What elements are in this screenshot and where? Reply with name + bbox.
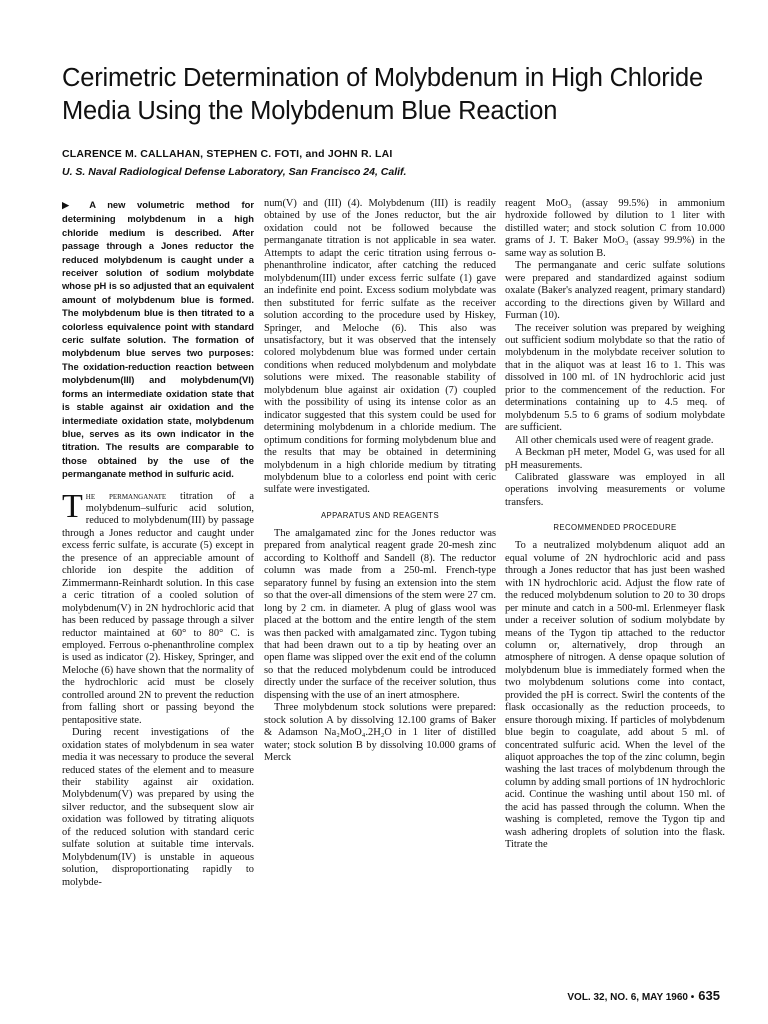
intro-paragraph-2: During recent investigations of the oxidation states of molybdenum in sea water media it was necessary to produce the several reduced states of the element and to measure their stability against air oxidation. Molybdenum(V) was prepared by using the silver reductor, and the subsequent slow air oxidation was followed by titrating aliquots of the reduced solution with standard ceric sulfate solution at suitable time intervals. Molybdenum(IV) is unstable in aqueous solution, disproportionating rapidly to molybde- bbox=[62, 727, 254, 888]
apparatus-paragraph-5: All other chemicals used were of reagent grade. bbox=[515, 434, 714, 446]
intro-lead: he permanganate bbox=[85, 490, 167, 502]
article-title: Cerimetric Determination of Molybdenum in High Chloride Media Using the Molybdenum Blue Reaction bbox=[62, 64, 703, 125]
abstract-marker-icon: ▶ bbox=[62, 200, 78, 210]
apparatus-paragraph-7: Calibrated glassware was employed in all operations involving measurements or volume transfers. bbox=[505, 471, 725, 508]
section-heading-procedure: RECOMMENDED PROCEDURE bbox=[553, 523, 677, 533]
apparatus-paragraph-4: The receiver solution was prepared by weighing out sufficient sodium molybdate so that the ratio of molybdenum in the molybdate receiver solution to that in the aliquot was at least 16 to 1. This was dissolved in 100 ml. of 1N hydrochloric acid just prior to the commencement of the reduction. For determinations containing up to 4.5 meq. of molybdenum 5.5 to 6 grams of sodium molybdate are sufficient. bbox=[505, 322, 725, 434]
apparatus-paragraph-6: A Beckman pH meter, Model G, was used for all pH measurements. bbox=[505, 447, 725, 471]
apparatus-paragraph-3: The permanganate and ceric sulfate solutions were prepared and standardized against sodium oxalate (Baker's analyzed reagent, primary standard) according to the directions given by Willard and Furman (10). bbox=[505, 260, 725, 322]
apparatus-paragraph-2-continued: reagent MoO₃ (assay 99.5%) in ammonium hydroxide followed by dilution to 1 liter with distilled water; and stock solution C from 10.000 grams of J. T. Baker MoO₃ (assay 99.9%) in the same way as solution B. bbox=[505, 198, 725, 259]
journal-citation: VOL. 32, NO. 6, MAY 1960 bbox=[567, 992, 688, 1003]
abstract-text: A new volumetric method for determining molybdenum in a high chloride medium is described. After passage through a Jones reductor the reduced molybdenum is caught under a receiver solution of sodium molybdate whose pH is so adjusted that an equivalent amount of molybdenum blue is formed. The molybdenum blue is then titrated to a colorless equivalence point with standard ceric sulfate solution. The formation of molybdenum blue serves two purposes: The oxidation-reduction reaction between molybdenum(III) and molybdenum(VI) forms an intermediate oxidation state that is stable against air oxidation and the intermediate oxidation state, molybdenum blue, serves as its own indicator in the titration. The results are comparable to those obtained by the use of the permanganate method in sulfuric acid. bbox=[62, 199, 254, 480]
column-3 bbox=[505, 198, 725, 852]
affiliation: U. S. Naval Radiological Defense Laboratory, San Francisco 24, Calif. bbox=[62, 166, 407, 178]
column-1 bbox=[62, 198, 254, 889]
section-heading-apparatus: APPARATUS AND REAGENTS bbox=[320, 510, 440, 520]
page-footer bbox=[520, 988, 720, 1003]
drop-cap: T bbox=[62, 487, 83, 525]
page-number: 635 bbox=[698, 988, 720, 1003]
procedure-paragraph-1: To a neutralized molybdenum aliquot add an equal volume of 2N hydrochloric acid and pass through a Jones reductor that has just been washed with 1N hydrochloric acid. Adjust the flow rate of the reduced molybdenum solution to 20 to 30 drops per minute and catch in a 500-ml. Erlenmeyer flask under a receiver solution of sodium molybdate by means of the Tygon tip attached to the reductor column or, alternatively, drop through an atmosphere of nitrogen. A dense opaque solution of molybdenum blue is immediately formed when the two molybdenum solutions come into contact, provided the pH is correct. Swirl the contents of the flask occasionally as the reduction proceeds, to ensure thorough mixing. If particles of molybdenum blue begin to coagulate, add about 5 ml. of concentrated sulfuric acid. When the level of the aliquot approaches the top of the zinc column, begin washing the last traces of molybdenum through the column by adding small portions of 1N hydrochloric acid. Continue the washing until about 150 ml. of the acid has passed through the column. When the washing is completed, remove the Tygon tip and wash adhering droplets of solution into the flask. Titrate the bbox=[505, 540, 725, 851]
intro-paragraph-2-continued: num(V) and (III) (4). Molybdenum (III) is readily obtained by use of the Jones reductor, but the air oxidation could not be followed because the permanganate titration is not applicable in sea water. Attempts to adapt the ceric titration using ferrous o-phenanthroline indicator, after catching the reduced molybdenum(III) under excess ferric sulfate (1) gave an indefinite end point. Excess sodium molybdate was then substituted for ferric sulfate as the receiver solution according to the procedure used by Hiskey, Springer, and Meloche (6). This also was unsatisfactory, but it was observed that the intensely colored molybdenum blue was formed under certain conditions when reduced molybdenum and molybdate solutions were mixed. The reasonable stability of molybdenum blue against air oxidation (7) coupled with the possibility of using its intense color as an indicator suggested that this system could be used for determining molybdenum in a chloride medium. The optimum conditions for forming molybdenum blue and the results that may be obtained in determining molybdenum in a high chloride medium by titrating molybdenum blue to a colorless end point with ceric sulfate were investigated. bbox=[264, 198, 496, 496]
author-list: CLARENCE M. CALLAHAN, STEPHEN C. FOTI, and JOHN R. LAI bbox=[62, 148, 393, 160]
apparatus-paragraph-1: The amalgamated zinc for the Jones reductor was prepared from analytical reagent grade 20-mesh zinc according to Kolthoff and Sandell (8). The reductor column was made from a 250-ml. French-type separatory funnel by fusing an extension into the stem so that the over-all dimensions of the stem were 27 cm. long by 2 cm. in diameter. A plug of glass wool was placed at the bottom and the entire length of the stem was then packed with amalgamated zinc. Tygon tubing that had been drawn out to a tip by heating over an open flame was slipped over the exit end of the column so that the reduced molybdenum could be introduced directly under the surface of the receiver solution, thus dispensing with the use of an inert atmosphere. bbox=[264, 527, 496, 701]
apparatus-paragraph-2: Three molybdenum stock solutions were prepared: stock solution A by dissolving 12.100 grams of Baker & Adamson Na₂MoO₄.2H₂O in 1 liter of distilled water; stock solution B by dissolving 10.000 grams of Merck bbox=[264, 702, 496, 764]
intro-paragraph-1 bbox=[62, 487, 254, 728]
abstract bbox=[62, 198, 254, 481]
intro-text-1: titration of a molybdenum–sulfuric acid solution, reduced to molybdenum(III) by passage through a Jones reductor and caught under excess ferric sulfate, is accurate (5) except in the presence of an appreciable amount of chloride ion despite the addition of Zimmermann-Reinhardt solution. In this case a ceric titration of a cooled solution of molybdenum(V) in 2N hydrochloric acid that has been reduced by passage through a silver reductor maintained at 60° to 80° C. is employed. Ferrous o-phenanthroline complex is used as indicator (2). Hiskey, Springer, and Meloche (6) have shown that the normality of the hydrochloric acid must be closely controlled around 2N to prevent the reduction from falling short or passing beyond the pentapositive state. bbox=[62, 490, 254, 726]
column-2 bbox=[264, 198, 496, 764]
footer-bullet: • bbox=[690, 992, 695, 1003]
